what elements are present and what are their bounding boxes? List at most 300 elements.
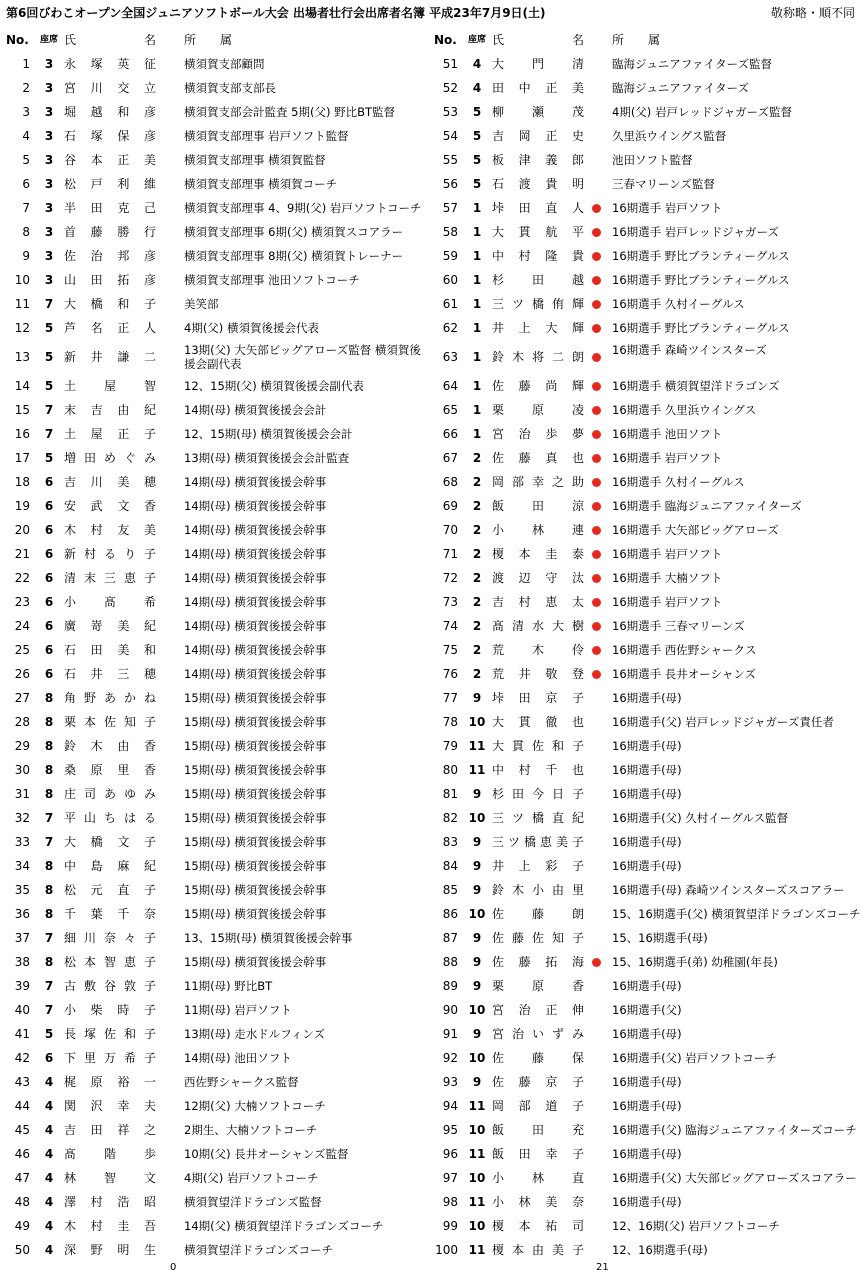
name-char: 泰 <box>571 547 584 561</box>
red-dot-icon <box>592 454 601 463</box>
name-char: 関 <box>64 1099 77 1113</box>
name-char: 橋 <box>531 811 544 825</box>
row-number: 81 <box>442 787 458 801</box>
name-char: 村 <box>518 763 531 777</box>
attendee-name <box>492 1142 584 1166</box>
affiliation: 14期(母) 横須賀後援会幹事 <box>184 595 327 609</box>
attendee-name <box>492 196 584 220</box>
name-char: 美 <box>555 835 568 849</box>
seat-number: 1 <box>472 321 482 335</box>
name-char: 里 <box>83 1051 96 1065</box>
row-number: 78 <box>442 715 458 729</box>
name-char: 司 <box>571 1219 584 1233</box>
affiliation: 16期選手 横須賀望洋ドラゴンズ <box>612 379 780 393</box>
table-row <box>432 1238 857 1262</box>
affiliation: 15期(母) 横須賀後援会幹事 <box>184 811 327 825</box>
seat-number: 7 <box>44 931 54 945</box>
table-row <box>4 806 429 830</box>
affiliation: 16期選手(母) <box>612 739 682 753</box>
seat-number: 1 <box>472 249 482 263</box>
affiliation: 16期選手(父) 久村イーグルス監督 <box>612 811 789 825</box>
row-number: 49 <box>14 1219 30 1233</box>
name-char: 祐 <box>545 1219 558 1233</box>
name-char: 正 <box>545 129 558 143</box>
name-char: 香 <box>571 979 584 993</box>
row-number: 18 <box>14 475 30 489</box>
name-char: 橋 <box>531 297 544 311</box>
table-row <box>432 196 857 220</box>
name-char: 村 <box>83 547 96 561</box>
attendee-name <box>492 806 584 830</box>
affiliation: 14期(母) 横須賀後援会幹事 <box>184 523 327 537</box>
seat-number: 4 <box>44 1099 54 1113</box>
name-char: 子 <box>143 979 156 993</box>
affiliation: 横須賀支部理事 横須賀監督 <box>184 153 326 167</box>
name-char: 村 <box>90 1219 103 1233</box>
row-number: 33 <box>14 835 30 849</box>
table-row <box>4 398 429 422</box>
row-number: 11 <box>14 297 30 311</box>
name-char: 塚 <box>83 1027 96 1041</box>
name-char: 紀 <box>143 619 156 633</box>
table-row <box>4 734 429 758</box>
affiliation: 16期選手(父) <box>612 1003 682 1017</box>
red-dot-icon <box>592 430 601 439</box>
affiliation: 横須賀支部理事 横須賀コーチ <box>184 177 338 191</box>
table-row <box>4 100 429 124</box>
name-char: 板 <box>492 153 505 167</box>
row-number: 48 <box>14 1195 30 1209</box>
seat-number: 3 <box>44 225 54 239</box>
name-char: 勝 <box>117 225 130 239</box>
name-char: 英 <box>117 57 130 71</box>
table-row <box>432 974 857 998</box>
table-row <box>432 614 857 638</box>
name-char: あ <box>103 691 116 705</box>
row-number: 77 <box>442 691 458 705</box>
affiliation: 14期(母) 横須賀後援会幹事 <box>184 667 327 681</box>
name-char: 角 <box>64 691 77 705</box>
row-number: 63 <box>442 350 458 364</box>
affiliation: 三春マリーンズ監督 <box>612 177 715 191</box>
name-char: 細 <box>64 931 77 945</box>
attendee-name <box>492 974 584 998</box>
affiliation: 13、15期(母) 横須賀後援会幹事 <box>184 931 353 945</box>
attendee-name <box>64 1070 156 1094</box>
seat-number: 8 <box>44 787 54 801</box>
player-marker <box>592 614 604 638</box>
name-char: 和 <box>117 297 130 311</box>
name-char: 連 <box>571 523 584 537</box>
name-char: 宮 <box>492 427 505 441</box>
name-char: 貫 <box>518 715 531 729</box>
name-char: 正 <box>545 1003 558 1017</box>
row-number: 62 <box>442 321 458 335</box>
name-char: 林 <box>531 1171 544 1185</box>
table-row <box>432 1118 857 1142</box>
row-number: 74 <box>442 619 458 633</box>
attendee-name <box>64 974 156 998</box>
seat-number: 7 <box>44 403 54 417</box>
attendee-name <box>64 758 156 782</box>
name-char: 大 <box>492 715 505 729</box>
name-char: 藤 <box>90 225 103 239</box>
name-char: 橋 <box>90 297 103 311</box>
name-char: 夫 <box>143 1099 156 1113</box>
name-char: 清 <box>571 57 584 71</box>
name-char: 井 <box>90 667 103 681</box>
name-char: 大 <box>492 57 505 71</box>
affiliation: 15期(母) 横須賀後援会幹事 <box>184 955 327 969</box>
row-number: 5 <box>22 153 30 167</box>
table-row <box>4 542 429 566</box>
red-dot-icon <box>592 204 601 213</box>
name-char: 克 <box>117 201 130 215</box>
affiliation: 12、16期選手(母) <box>612 1243 708 1257</box>
table-row <box>432 998 857 1022</box>
seat-number: 6 <box>44 595 54 609</box>
name-char: 将 <box>531 350 544 364</box>
name-char: 井 <box>492 321 505 335</box>
name-char: み <box>143 787 156 801</box>
attendee-name <box>492 148 584 172</box>
table-row <box>432 662 857 686</box>
name-char: 浩 <box>117 1195 130 1209</box>
name-char: 由 <box>117 403 130 417</box>
affiliation: 13期(母) 横須賀後援会会計監査 <box>184 451 350 465</box>
row-number: 7 <box>22 201 30 215</box>
name-char: 佐 <box>492 1075 505 1089</box>
name-char: 木 <box>90 739 103 753</box>
name-char: め <box>103 451 116 465</box>
table-row <box>4 1142 429 1166</box>
name-char: 越 <box>90 105 103 119</box>
name-char: 樹 <box>571 619 584 633</box>
name-char: 子 <box>571 931 584 945</box>
player-marker <box>592 196 604 220</box>
attendee-name <box>492 830 584 854</box>
name-char: 髙 <box>64 1147 77 1161</box>
name-char: 子 <box>571 859 584 873</box>
row-number: 2 <box>22 81 30 95</box>
name-char: 井 <box>90 350 103 364</box>
attendee-name <box>492 1190 584 1214</box>
row-number: 36 <box>14 907 30 921</box>
attendee-name <box>64 220 156 244</box>
name-char: 貫 <box>518 225 531 239</box>
row-number: 87 <box>442 931 458 945</box>
name-char: は <box>123 811 136 825</box>
name-char: 増 <box>64 451 77 465</box>
attendee-name <box>492 52 584 76</box>
name-char: 杉 <box>492 787 505 801</box>
name-char: 貫 <box>511 739 524 753</box>
name-char: 三 <box>492 835 505 849</box>
name-char: 侑 <box>551 297 564 311</box>
row-number: 54 <box>442 129 458 143</box>
attendee-name <box>64 854 156 878</box>
name-char: 土 <box>64 427 77 441</box>
attendee-name <box>492 268 584 292</box>
name-char: 恵 <box>545 595 558 609</box>
table-row <box>432 734 857 758</box>
name-char: ね <box>143 691 156 705</box>
row-number: 37 <box>14 931 30 945</box>
seat-number: 10 <box>468 715 486 729</box>
seat-number: 4 <box>44 1147 54 1161</box>
name-char: 大 <box>492 739 505 753</box>
row-number: 97 <box>442 1171 458 1185</box>
row-number: 12 <box>14 321 30 335</box>
row-number: 45 <box>14 1123 30 1137</box>
name-char: 石 <box>64 129 77 143</box>
name-char: 本 <box>83 715 96 729</box>
name-char: 中 <box>64 859 77 873</box>
name-char: 木 <box>511 883 524 897</box>
row-number: 72 <box>442 571 458 585</box>
name-char: 大 <box>545 321 558 335</box>
affiliation: 16期選手(父) 岩戸レッドジャガーズ責任者 <box>612 715 834 729</box>
affiliation: 横須賀支部顧問 <box>184 57 265 71</box>
name-char: 子 <box>143 835 156 849</box>
affiliation: 横須賀支部理事 岩戸ソフト監督 <box>184 129 349 143</box>
seat-number: 2 <box>472 619 482 633</box>
name-char: 藤 <box>531 1051 544 1065</box>
affiliation: 16期選手 岩戸ソフト <box>612 451 723 465</box>
row-number: 95 <box>442 1123 458 1137</box>
name-char: 田 <box>492 81 505 95</box>
name-char: 小 <box>492 523 505 537</box>
name-char: 裕 <box>117 1075 130 1089</box>
affiliation: 横須賀望洋ドラゴンズ監督 <box>184 1195 322 1209</box>
name-char: 木 <box>64 1219 77 1233</box>
seat-number: 11 <box>468 1147 486 1161</box>
header-affiliation: 所 属 <box>612 33 661 47</box>
name-char: 橋 <box>90 835 103 849</box>
table-row <box>432 220 857 244</box>
name-char: 之 <box>143 1123 156 1137</box>
table-row <box>4 172 429 196</box>
name-char: 輝 <box>571 297 584 311</box>
name-char: 大 <box>64 297 77 311</box>
seat-number: 2 <box>472 595 482 609</box>
name-char: 榎 <box>492 1243 505 1257</box>
name-char: 屋 <box>103 379 116 393</box>
row-number: 44 <box>14 1099 30 1113</box>
name-char: ゆ <box>123 787 136 801</box>
attendee-name <box>492 758 584 782</box>
name-char: 田 <box>90 201 103 215</box>
row-number: 19 <box>14 499 30 513</box>
name-char: 佐 <box>103 715 116 729</box>
name-char: 治 <box>518 427 531 441</box>
name-char: 子 <box>143 297 156 311</box>
seat-number: 9 <box>472 931 482 945</box>
name-char: 穂 <box>143 667 156 681</box>
affiliation: 16期選手(母) <box>612 1075 682 1089</box>
name-char: 庄 <box>64 787 77 801</box>
name-char: 奈 <box>103 931 116 945</box>
name-char: 堀 <box>64 105 77 119</box>
attendee-name <box>64 100 156 124</box>
name-char: り <box>123 547 136 561</box>
name-char: 藤 <box>531 907 544 921</box>
header-seat: 座席 <box>39 35 58 45</box>
table-row <box>432 542 857 566</box>
name-char: 清 <box>511 619 524 633</box>
header-name <box>492 28 584 52</box>
row-number: 89 <box>442 979 458 993</box>
seat-number: 8 <box>44 715 54 729</box>
row-number: 38 <box>14 955 30 969</box>
name-char: 朗 <box>571 350 584 364</box>
row-number: 9 <box>22 249 30 263</box>
name-char: 奈 <box>143 907 156 921</box>
name-char: る <box>103 547 116 561</box>
affiliation: 15期(母) 横須賀後援会幹事 <box>184 883 327 897</box>
player-marker <box>592 422 604 446</box>
name-char: 子 <box>143 883 156 897</box>
name-char: ツ <box>511 297 524 311</box>
row-number: 59 <box>442 249 458 263</box>
affiliation: 15期(母) 横須賀後援会幹事 <box>184 787 327 801</box>
row-number: 47 <box>14 1171 30 1185</box>
attendee-name <box>492 1022 584 1046</box>
seat-number: 8 <box>44 883 54 897</box>
name-char: 郎 <box>571 153 584 167</box>
attendee-name <box>492 638 584 662</box>
table-row <box>432 1046 857 1070</box>
name-char: 圭 <box>117 1219 130 1233</box>
name-char: 圭 <box>545 547 558 561</box>
attendee-name <box>64 494 156 518</box>
seat-number: 5 <box>44 1027 54 1041</box>
name-char: 涼 <box>571 499 584 513</box>
name-char: か <box>123 691 136 705</box>
name-char: 荒 <box>492 667 505 681</box>
name-char: 敬 <box>545 667 558 681</box>
attendee-name <box>492 926 584 950</box>
affiliation: 12、15期(母) 横須賀後援会会計 <box>184 427 353 441</box>
affiliation: 12期(父) 大楠ソフトコーチ <box>184 1099 326 1113</box>
name-char: 水 <box>531 619 544 633</box>
name-char: 木 <box>511 350 524 364</box>
player-marker <box>592 244 604 268</box>
name-char: 大 <box>492 225 505 239</box>
seat-number: 2 <box>472 523 482 537</box>
name-char: 渡 <box>492 571 505 585</box>
table-row <box>432 1094 857 1118</box>
affiliation: 14期(父) 横須賀望洋ドラゴンズコーチ <box>184 1219 384 1233</box>
name-char: 橋 <box>523 835 536 849</box>
attendee-name <box>492 1118 584 1142</box>
name-char: 田 <box>511 787 524 801</box>
row-number: 57 <box>442 201 458 215</box>
table-row <box>4 124 429 148</box>
name-char: 也 <box>571 715 584 729</box>
attendee-name <box>492 1046 584 1070</box>
name-char: 拓 <box>545 955 558 969</box>
name-char: 木 <box>531 643 544 657</box>
name-char: 生 <box>143 1243 156 1257</box>
affiliation: 16期選手 三春マリーンズ <box>612 619 745 633</box>
affiliation: 16期選手 野比ブランティーグルス <box>612 249 790 263</box>
name-char: 村 <box>90 1195 103 1209</box>
name-char: 敷 <box>83 979 96 993</box>
table-row <box>432 1166 857 1190</box>
attendee-name <box>492 518 584 542</box>
attendee-name <box>64 292 156 316</box>
name-char: 子 <box>143 1003 156 1017</box>
name-char: 時 <box>117 1003 130 1017</box>
name-char: 小 <box>492 1195 505 1209</box>
seat-number: 8 <box>44 691 54 705</box>
name-char: 直 <box>571 1171 584 1185</box>
row-number: 3 <box>22 105 30 119</box>
seat-number: 1 <box>472 403 482 417</box>
red-dot-icon <box>592 622 601 631</box>
player-marker <box>592 292 604 316</box>
affiliation: 16期選手 岩戸ソフト <box>612 201 723 215</box>
row-number: 14 <box>14 379 30 393</box>
name-char: 朗 <box>571 907 584 921</box>
row-number: 58 <box>442 225 458 239</box>
name-char: 辺 <box>518 571 531 585</box>
row-number: 98 <box>442 1195 458 1209</box>
header-name-given: 名 <box>143 33 156 47</box>
table-row <box>432 268 857 292</box>
attendee-name <box>64 782 156 806</box>
row-number: 60 <box>442 273 458 287</box>
affiliation: 15期(母) 横須賀後援会幹事 <box>184 763 327 777</box>
seat-number: 9 <box>472 859 482 873</box>
name-char: 松 <box>64 883 77 897</box>
name-char: 垰 <box>492 691 505 705</box>
name-char: ず <box>551 1027 564 1041</box>
seat-number: 10 <box>468 1219 486 1233</box>
attendee-name <box>492 566 584 590</box>
seat-number: 6 <box>44 523 54 537</box>
row-number: 29 <box>14 739 30 753</box>
attendee-name <box>492 292 584 316</box>
affiliation: 16期選手 大楠ソフト <box>612 571 723 585</box>
name-char: 由 <box>531 1243 544 1257</box>
seat-number: 6 <box>44 619 54 633</box>
row-number: 42 <box>14 1051 30 1065</box>
attendee-name <box>492 1070 584 1094</box>
affiliation: 16期選手(父) 臨海ジュニアファイターズコーチ <box>612 1123 857 1137</box>
row-number: 39 <box>14 979 30 993</box>
seat-number: 2 <box>472 667 482 681</box>
attendee-name <box>64 172 156 196</box>
name-char: 元 <box>90 883 103 897</box>
table-row <box>432 244 857 268</box>
row-number: 83 <box>442 835 458 849</box>
attendee-name <box>64 542 156 566</box>
table-row <box>432 422 857 446</box>
attendee-name <box>64 590 156 614</box>
name-char: 島 <box>90 859 103 873</box>
affiliation: 11期(母) 野比BT <box>184 979 273 993</box>
name-char: 輝 <box>571 321 584 335</box>
name-char: 佐 <box>492 955 505 969</box>
table-row <box>4 1166 429 1190</box>
red-dot-icon <box>592 353 601 362</box>
name-char: 茂 <box>571 105 584 119</box>
attendee-name <box>64 830 156 854</box>
seat-number: 2 <box>472 643 482 657</box>
name-char: 原 <box>90 1075 103 1089</box>
